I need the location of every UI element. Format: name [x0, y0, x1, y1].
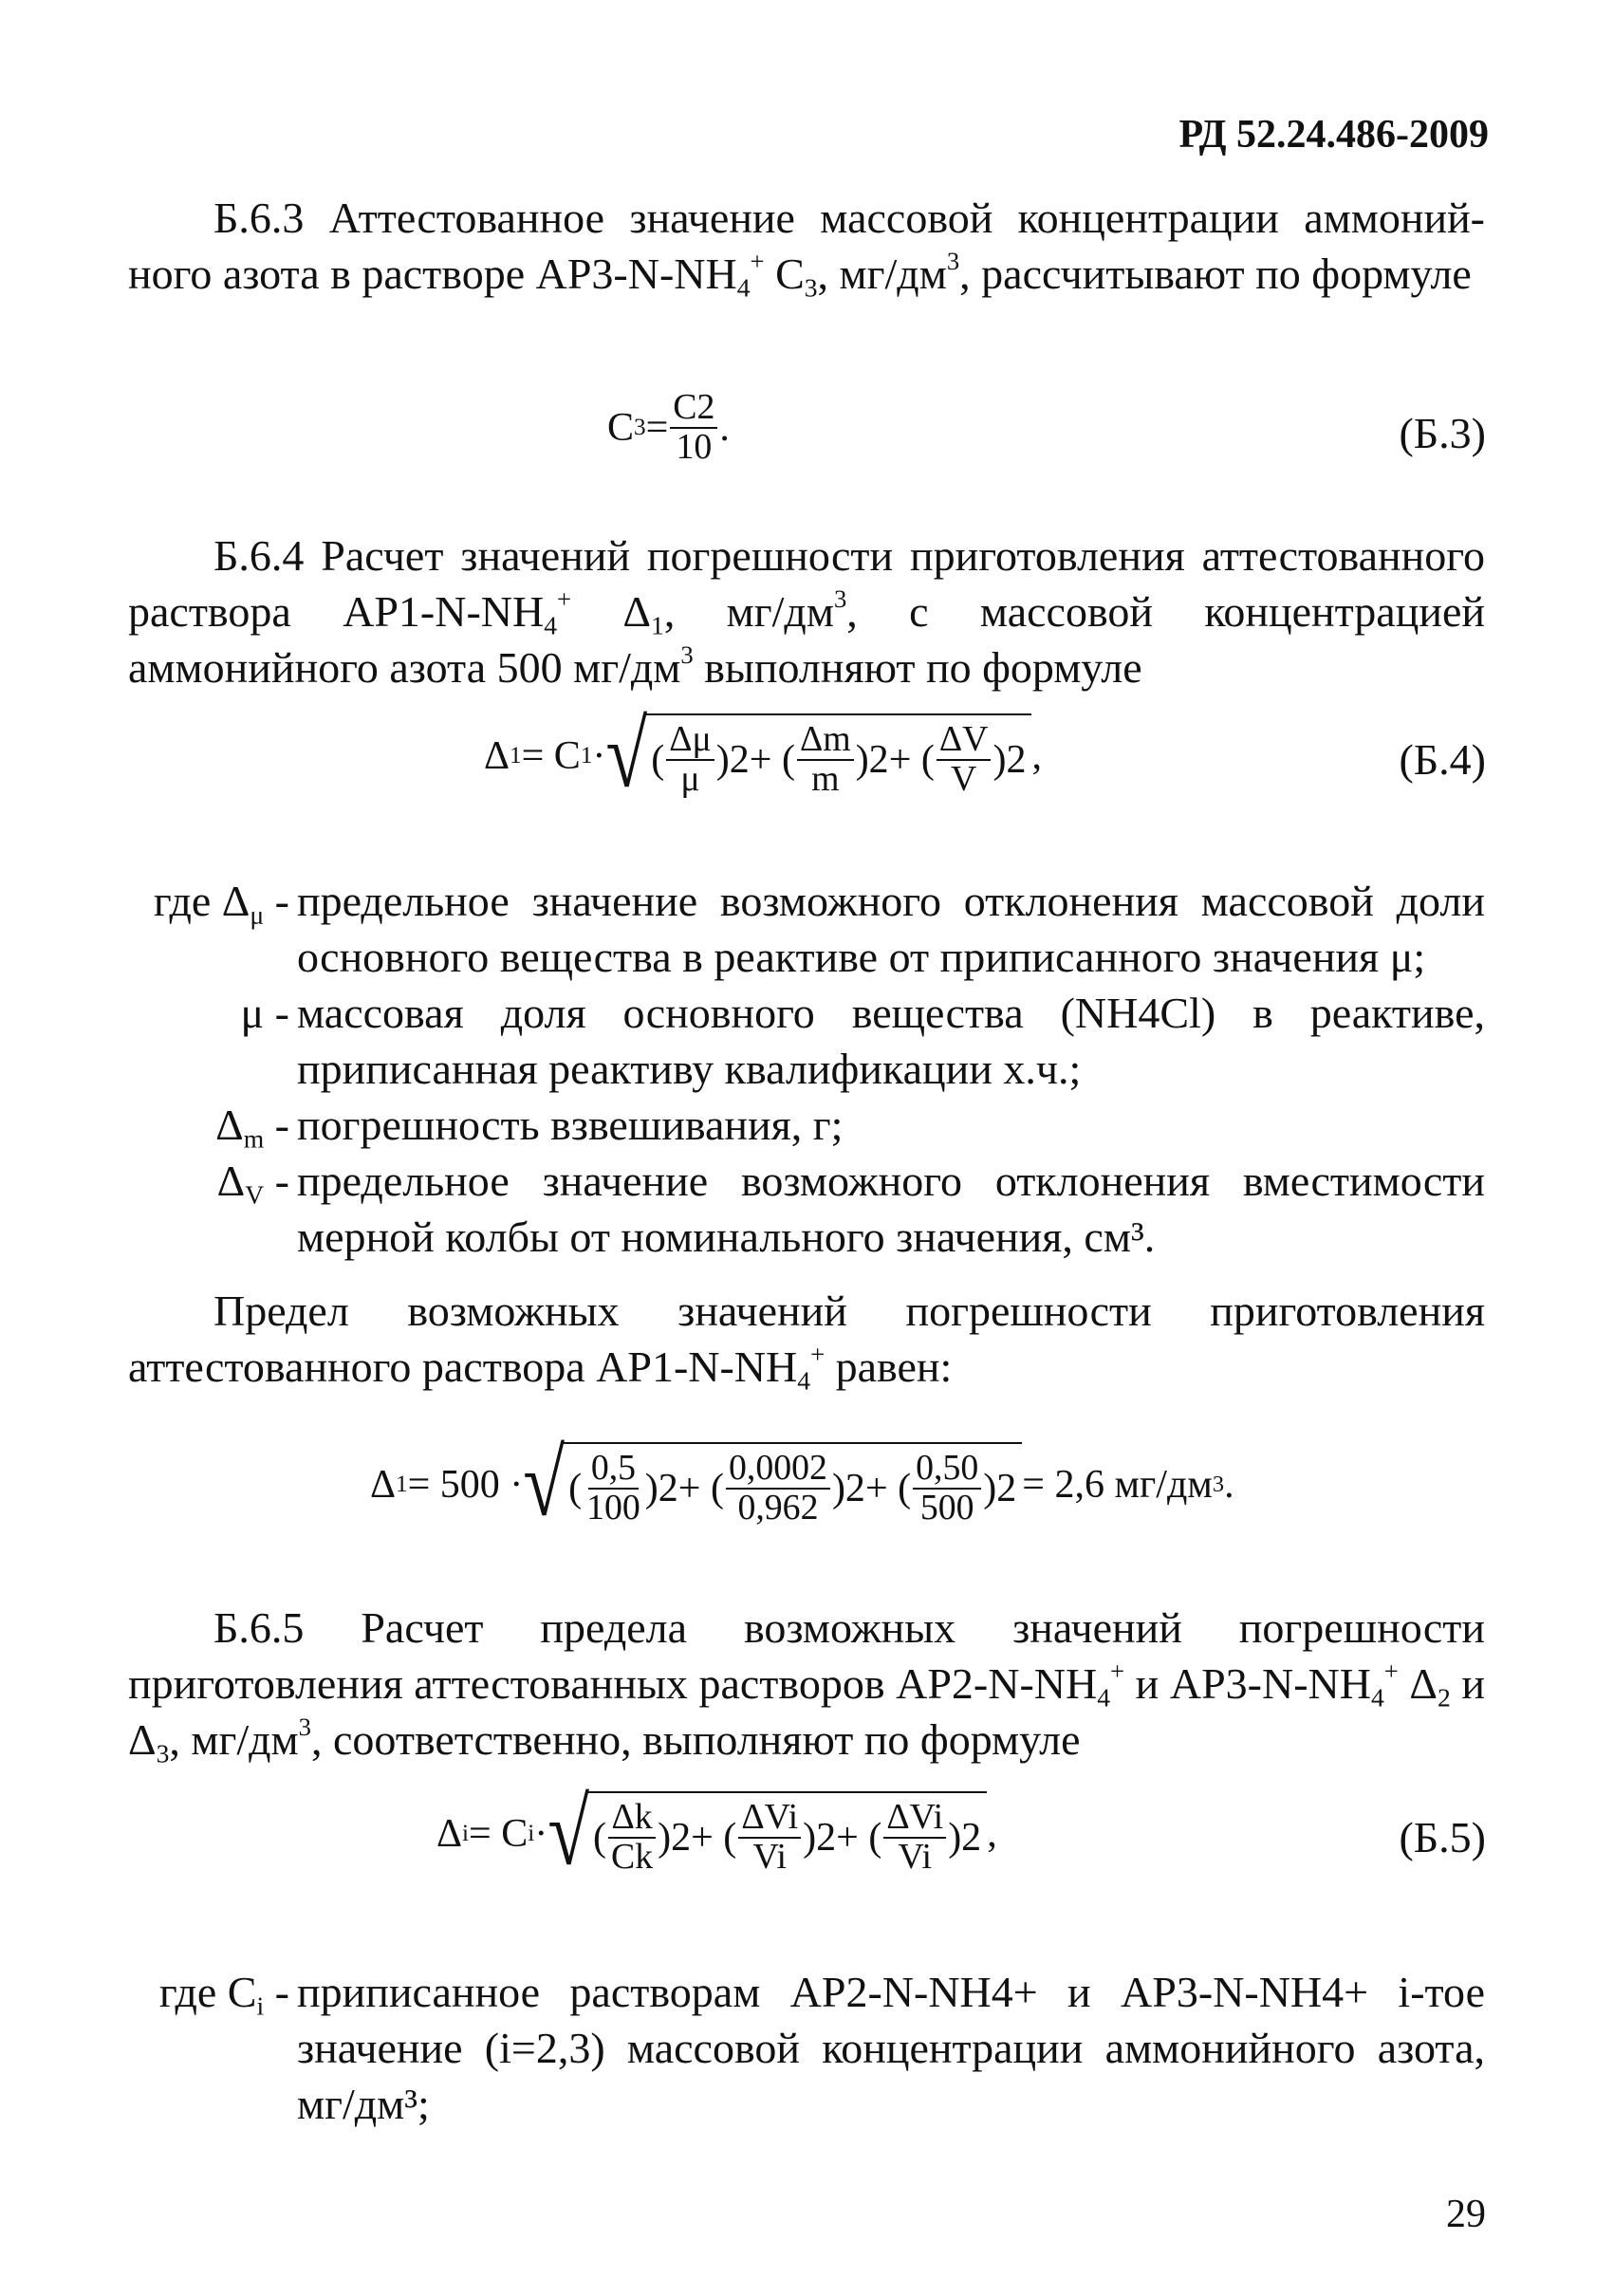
square-root	[547, 1780, 987, 1885]
text-run: Предел возможных значений погрешности приготовления аттестованного раствора АР1-N-NH	[128, 1287, 1485, 1391]
delta-symbol: Δ	[370, 1462, 397, 1507]
paren: (	[651, 737, 665, 782]
denominator: m	[811, 758, 840, 799]
def-text: предельное значение возможного отклонения массовой доли основного вещества в реактиве от приписанного значения μ;	[297, 877, 1485, 981]
def-dash: -	[264, 1968, 289, 2016]
equals-sign: = 500 ·	[407, 1462, 524, 1507]
subscript: μ	[250, 899, 265, 930]
subscript: 4	[1097, 1682, 1111, 1713]
paren: (	[593, 1815, 607, 1860]
text-run: , соответственно, выполняют по формуле	[311, 1715, 1081, 1764]
text-run: равен:	[825, 1342, 953, 1391]
radicand	[587, 1791, 987, 1876]
numerator: Δμ	[666, 721, 714, 761]
numerator: ΔVi	[883, 1799, 946, 1839]
numerator: Δm	[797, 721, 854, 761]
def-dash: -	[264, 1157, 289, 1205]
fraction	[883, 1799, 946, 1876]
superscript: 3	[298, 1713, 312, 1741]
denominator: 100	[586, 1487, 640, 1528]
text-run: , мг/дм	[663, 587, 834, 636]
paragraph-b-6-5	[128, 1600, 1485, 1768]
multiply-dot: ·	[534, 1811, 548, 1856]
square-power: )2	[855, 737, 889, 782]
equals-sign: = C	[521, 733, 581, 778]
fraction	[797, 721, 854, 798]
text-run: , мг/дм	[169, 1715, 299, 1764]
definition-row	[128, 1097, 1485, 1153]
denominator: 10	[676, 426, 713, 467]
radicand	[563, 1442, 1022, 1527]
plus-paren: + (	[691, 1815, 737, 1860]
text-run: C	[764, 250, 805, 298]
plus-paren: + (	[749, 737, 795, 782]
superscript: +	[1383, 1657, 1399, 1685]
subscript: 2	[1437, 1682, 1451, 1713]
def-dash: -	[264, 877, 289, 925]
plus-paren: + (	[888, 737, 935, 782]
denominator: Vi	[898, 1836, 933, 1877]
fraction	[670, 389, 717, 466]
square-power: )2	[948, 1815, 982, 1860]
calculation-result: = 2,6 мг/дм	[1022, 1462, 1213, 1507]
numerator: 0,5	[588, 1450, 639, 1490]
plus-paren: + (	[677, 1466, 724, 1510]
subscript: 3	[156, 1738, 170, 1768]
fraction	[608, 1799, 656, 1876]
fraction	[726, 1450, 830, 1527]
definitions-list-1	[128, 873, 1485, 1265]
radicand	[645, 713, 1031, 798]
paragraph-b-6-4	[128, 528, 1485, 695]
def-symbol: где Δ	[153, 877, 250, 925]
def-symbol: где C	[158, 1968, 257, 2016]
def-dash: -	[264, 1101, 289, 1149]
fraction	[584, 1450, 643, 1527]
equation-number: (Б.4)	[1399, 735, 1486, 784]
square-power: )2	[658, 1815, 692, 1860]
square-power: )2	[715, 737, 750, 782]
denominator: μ	[680, 758, 700, 799]
subscript: m	[243, 1123, 265, 1154]
radical-sign: √	[547, 1780, 590, 1885]
plus-paren: + (	[864, 1466, 912, 1510]
denominator: 500	[919, 1487, 974, 1528]
definition-row	[128, 985, 1485, 1097]
numerator: Δk	[608, 1799, 655, 1839]
numerator: 0,0002	[726, 1450, 830, 1490]
text-run: выполняют по формуле	[693, 643, 1142, 692]
formula-punct: .	[1224, 1462, 1234, 1507]
radical-sign: √	[523, 1431, 566, 1536]
formula-body: C 3 = $\frac{C2}{10}$ .	[607, 387, 730, 467]
def-symbol: Δ	[215, 1101, 244, 1149]
subscript: 4	[544, 610, 558, 640]
def-symbol: μ	[240, 989, 265, 1037]
numerator: ΔVi	[738, 1799, 801, 1839]
delta-symbol: Δ	[436, 1811, 463, 1856]
equation-number: (Б.5)	[1399, 1813, 1486, 1861]
superscript: +	[750, 247, 765, 275]
text-run: Δ	[571, 587, 652, 636]
denominator: Ck	[611, 1836, 654, 1877]
text-run: Б.6.4 Расчет значений погрешности приготовления аттестованного раствора АР1-N-NH	[128, 531, 1485, 636]
formula-punct: ,	[1031, 733, 1042, 778]
denominator: Vi	[752, 1836, 787, 1877]
formula-symbol: C	[607, 405, 635, 450]
subscript: V	[245, 1179, 265, 1210]
def-dash: -	[264, 989, 289, 1037]
fraction	[666, 721, 714, 798]
subscript: 4	[736, 272, 751, 303]
text-run: Δ	[1398, 1659, 1438, 1708]
denominator: 0,962	[737, 1487, 819, 1528]
square-root	[605, 702, 1031, 807]
square-power: )2	[803, 1815, 837, 1860]
fraction	[913, 1450, 981, 1527]
plus-paren: + (	[836, 1815, 882, 1860]
formula-punct: .	[719, 405, 730, 450]
numerator: ΔV	[937, 721, 992, 761]
delta-symbol: Δ	[484, 733, 510, 778]
radical-sign: √	[605, 702, 648, 807]
square-power: )2	[993, 737, 1027, 782]
subscript: 4	[1370, 1682, 1384, 1713]
numerator: C2	[670, 389, 717, 429]
document-header: РД 52.24.486-2009	[1178, 113, 1489, 157]
text-run: , рассчитывают по формуле	[959, 250, 1472, 298]
text-run: Б.6.5 Расчет предела возможных значений погрешности приготовления аттестованных растворов АР2-N-NH	[128, 1603, 1485, 1708]
square-power: )2	[983, 1466, 1017, 1510]
definition-row	[128, 1153, 1485, 1265]
superscript: +	[557, 584, 572, 613]
subscript: i	[256, 1990, 265, 2021]
equation-number: (Б.3)	[1399, 409, 1486, 457]
subscript: 1	[651, 610, 664, 640]
square-power: )2	[831, 1466, 865, 1510]
definition-row	[128, 1964, 1485, 2132]
text-run: и Δ	[128, 1659, 1485, 1764]
formula-punct: ,	[987, 1811, 997, 1856]
def-text: приписанное растворам АР2-N-NH4+ и АР3-N-NH4+ i-тое значение (i=2,3) массовой концентрации аммонийного азота, мг/дм³;	[297, 1968, 1485, 2128]
def-text: массовая доля основного вещества (NH4Cl) в реактиве, приписанная реактиву квалификации х.ч.;	[297, 989, 1485, 1093]
text-run: Б.6.3 Аттестованное значение массовой концентрации аммоний-ного азота в растворе АР3-N-NH	[128, 194, 1485, 298]
fraction	[937, 721, 992, 798]
fraction	[738, 1799, 801, 1876]
def-symbol: Δ	[216, 1157, 246, 1205]
superscript: 3	[946, 247, 960, 275]
page-number: 29	[1446, 2193, 1486, 2236]
formula-body: Δ i = C i · √ ( $\frac{\Delta k}{Ck}$ )2 + ( $\frac{\text{ΔVi}}{Vi}$ )2 + ( $\frac{\text{ΔVi}}{Vi}$ )2 ,	[436, 1780, 997, 1885]
superscript: 3	[680, 640, 694, 669]
paren: (	[568, 1466, 583, 1510]
equals-sign: = C	[469, 1811, 529, 1856]
square-power: )2	[644, 1466, 678, 1510]
definition-row	[128, 873, 1485, 985]
superscript: +	[810, 1340, 826, 1368]
formula-body: Δ 1 = 500 · √ ( $\frac{0,5}{100}$ )2 + ( $\frac{0,0002}{0,962}$ )2 + ( $\frac{0,50}{500}$ )2 = 2,6 мг/дм 3 .	[370, 1431, 1234, 1536]
denominator: V	[951, 758, 977, 799]
equals-sign: =	[645, 405, 669, 450]
text-run: и АР3-N-NH	[1124, 1659, 1371, 1708]
paragraph-limit	[128, 1283, 1485, 1395]
numerator: 0,50	[913, 1450, 981, 1490]
multiply-dot: ·	[592, 733, 606, 778]
superscript: +	[1110, 1657, 1125, 1685]
text-run: , с массовой концентрацией аммонийного азота 500 мг/дм	[128, 587, 1485, 692]
def-text: погрешность взвешивания, г;	[297, 1101, 844, 1149]
paragraph-b-6-3	[128, 190, 1485, 302]
text-run: , мг/дм	[817, 250, 947, 298]
definitions-list-2	[128, 1964, 1485, 2132]
subscript: 3	[804, 272, 818, 303]
formula-body: Δ 1 = C 1 · √ ( $\frac{\Delta\mu}{\mu}$ )2 + ( $\frac{\Delta m}{m}$ )2 + ( $\frac{\Delta V}{V}$ )2 ,	[484, 702, 1042, 807]
def-text: предельное значение возможного отклонения вместимости мерной колбы от номинального значения, см³.	[297, 1157, 1485, 1261]
subscript: 4	[797, 1365, 811, 1396]
superscript: 3	[833, 584, 847, 613]
